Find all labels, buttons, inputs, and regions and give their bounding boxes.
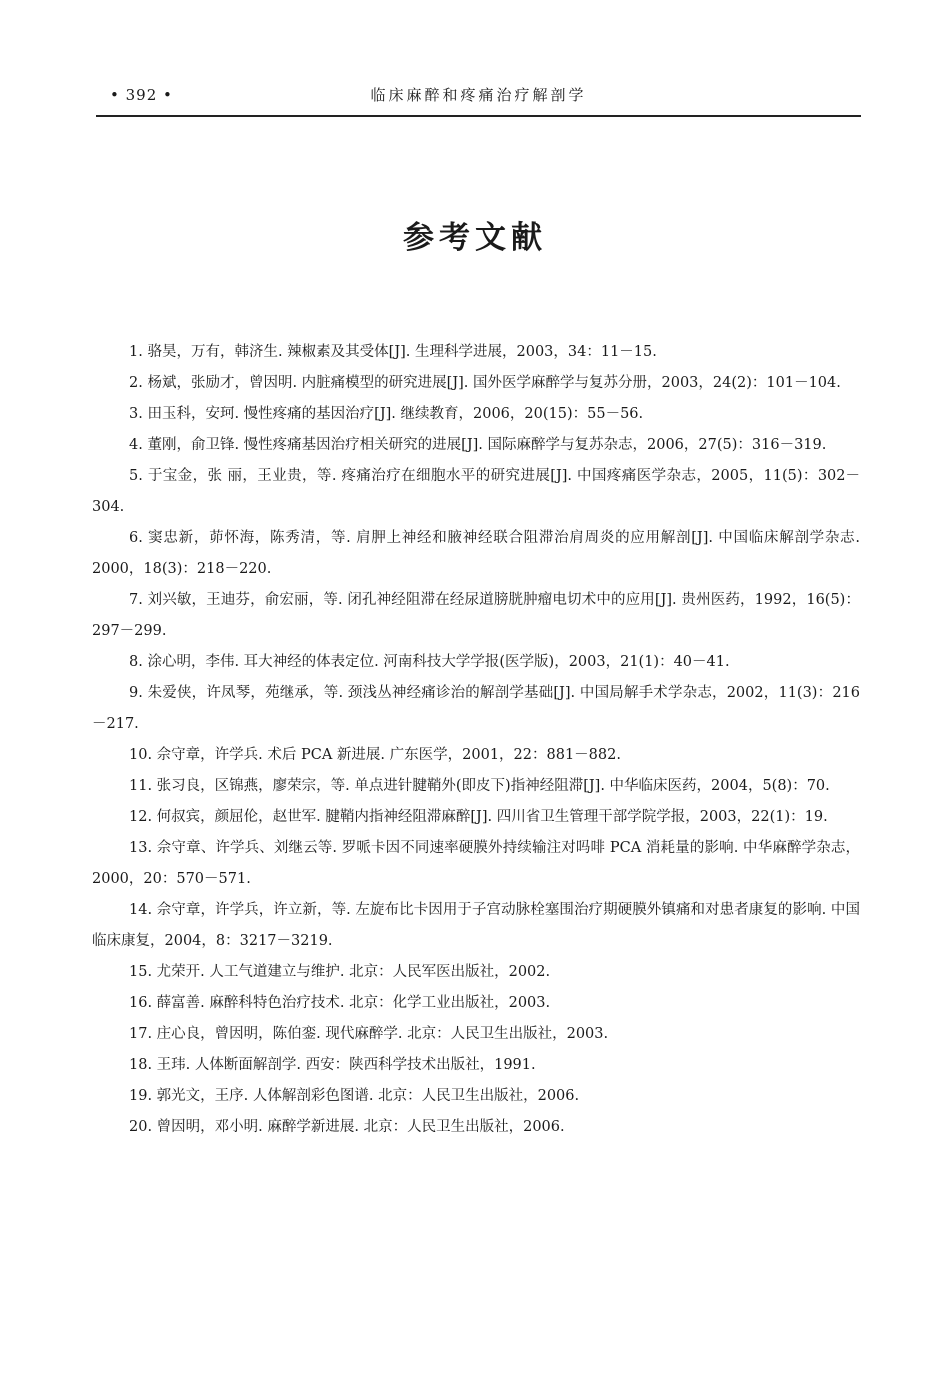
reference-item: 15. 尤荣开. 人工气道建立与维护. 北京：人民军医出版社，2002.	[129, 964, 551, 980]
reference-item: 2. 杨斌，张励才，曾因明. 内脏痛模型的研究进展[J]. 国外医学麻醉学与复苏分册，2003，24(2)：101－104.	[129, 375, 841, 391]
reference-item: 13. 佘守章、许学兵、刘继云等. 罗哌卡因不同速率硬膜外持续输注对吗啡 PCA 消耗量的影响. 中华麻醉学杂志，2000，20：570－571.	[92, 840, 860, 887]
reference-item: 1. 骆昊，万有，韩济生. 辣椒素及其受体[J]. 生理科学进展，2003，34：11－15.	[129, 344, 657, 360]
header-rule	[96, 115, 861, 117]
reference-item: 9. 朱爱侠，许凤琴，苑继承，等. 颈浅丛神经痛诊治的解剖学基础[J]. 中国局解手术学杂志，2002，11(3)：216－217.	[92, 685, 860, 732]
reference-item: 5. 于宝金，张 丽，王业贵，等. 疼痛治疗在细胞水平的研究进展[J]. 中国疼痛医学杂志，2005，11(5)：302－304.	[92, 468, 860, 515]
reference-item: 11. 张习良，区锦燕，廖荣宗，等. 单点进针腱鞘外(即皮下)指神经阻滞[J]. 中华临床医药，2004，5(8)：70.	[129, 778, 830, 794]
reference-item: 4. 董刚，俞卫锋. 慢性疼痛基因治疗相关研究的进展[J]. 国际麻醉学与复苏杂志，2006，27(5)：316－319.	[129, 437, 827, 453]
reference-item: 7. 刘兴敏，王迪芬，俞宏丽，等. 闭孔神经阻滞在经尿道膀胱肿瘤电切术中的应用[J]. 贵州医药，1992，16(5)：297－299.	[92, 592, 860, 639]
reference-item: 6. 窦忠新，茆怀海，陈秀清，等. 肩胛上神经和腋神经联合阻滞治肩周炎的应用解剖[J]. 中国临床解剖学杂志. 2000，18(3)：218－220.	[92, 530, 860, 577]
reference-item: 10. 佘守章，许学兵. 术后 PCA 新进展. 广东医学，2001，22：881－882.	[129, 747, 621, 763]
running-title: 临床麻醉和疼痛治疗解剖学	[370, 86, 587, 104]
reference-item: 12. 何叔宾，颜屈伦，赵世军. 腱鞘内指神经阻滞麻醉[J]. 四川省卫生管理干部学院学报，2003，22(1)：19.	[129, 809, 828, 825]
page-header	[96, 82, 861, 112]
section-title: 参考文献	[403, 220, 547, 256]
reference-item: 18. 王玮. 人体断面解剖学. 西安：陕西科学技术出版社，1991.	[129, 1057, 536, 1073]
page-number: • 392 •	[110, 86, 173, 104]
reference-item: 17. 庄心良，曾因明，陈伯銮. 现代麻醉学. 北京：人民卫生出版社，2003.	[129, 1026, 609, 1042]
reference-list	[92, 337, 860, 1143]
reference-item: 20. 曾因明，邓小明. 麻醉学新进展. 北京：人民卫生出版社，2006.	[129, 1119, 565, 1135]
reference-item: 14. 佘守章，许学兵，许立新，等. 左旋布比卡因用于子宫动脉栓塞围治疗期硬膜外镇痛和对患者康复的影响. 中国临床康复，2004，8：3217－3219.	[92, 902, 860, 949]
reference-item: 19. 郭光文，王序. 人体解剖彩色图谱. 北京：人民卫生出版社，2006.	[129, 1088, 580, 1104]
reference-item: 3. 田玉科，安珂. 慢性疼痛的基因治疗[J]. 继续教育，2006，20(15)：55－56.	[129, 406, 644, 422]
reference-item: 16. 薛富善. 麻醉科特色治疗技术. 北京：化学工业出版社，2003.	[129, 995, 551, 1011]
reference-item: 8. 涂心明，李伟. 耳大神经的体表定位. 河南科技大学学报(医学版)，2003，21(1)：40－41.	[129, 654, 730, 670]
